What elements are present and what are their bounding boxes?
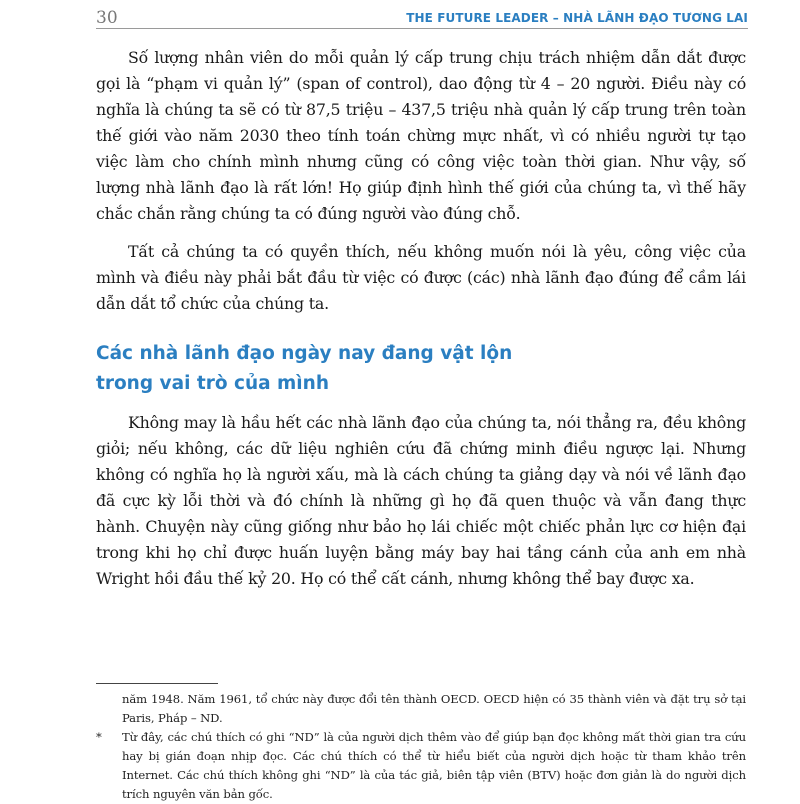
footnote-text: Từ đây, các chú thích có ghi “ND” là của người dịch thêm vào để giúp bạn đọc không mất thời gian tra cứu hay bị gián đoạn nhịp đọc. Các chú thích có thể từ hiểu biết của người dịch hoặc từ tham khảo trên Internet. Các chú thích không ghi “ND” là của tác giả, biên tập viên (BTV) hoặc đơn giản là do người dịch trích nguyên văn bản gốc. [122,730,746,801]
footnote-marker: * [96,730,102,744]
section-heading: Các nhà lãnh đạo ngày nay đang vật lộn trong vai trò của mình [96,343,513,394]
footnote-text: năm 1948. Năm 1961, tổ chức này được đổi tên thành OECD. OECD hiện có 35 thành viên và đặt trụ sở tại Paris, Pháp – ND. [122,692,746,725]
page-number: 30 [96,8,118,28]
body-paragraph: Tất cả chúng ta có quyền thích, nếu không muốn nói là yêu, công việc của mình và điều này phải bắt đầu từ việc có được (các) nhà lãnh đạo đúng để cầm lái dẫn dắt tổ chức của chúng ta. [96,242,746,313]
page-header [96,6,748,29]
footnote-continued [96,690,746,728]
running-head: THE FUTURE LEADER – NHÀ LÃNH ĐẠO TƯƠNG LAI [406,11,748,25]
footnote-divider [96,683,218,684]
body-paragraph: Không may là hầu hết các nhà lãnh đạo của chúng ta, nói thẳng ra, đều không giỏi; nếu không, các dữ liệu nghiên cứu đã chứng minh điều ngược lại. Nhưng không có nghĩa họ là người xấu, mà là cách chúng ta giảng dạy và nói về lãnh đạo đã cực kỳ lỗi thời và đó chính là những gì họ đã quen thuộc và vẫn đang thực hành. Chuyện này cũng giống như bảo họ lái chiếc một chiếc phản lực cơ hiện đại trong khi họ chỉ được huấn luyện bằng máy bay hai tầng cánh của anh em nhà Wright hồi đầu thế kỷ 20. Họ có thể cất cánh, nhưng không thể bay được xa. [96,413,746,588]
footnote-star [96,728,746,804]
footnotes [96,690,746,804]
page-body [96,45,746,592]
body-paragraph: Số lượng nhân viên do mỗi quản lý cấp trung chịu trách nhiệm dẫn dắt được gọi là “phạm vi quản lý” (span of control), dao động từ 4 – 20 người. Điều này có nghĩa là chúng ta sẽ có từ 87,5 triệu – 437,5 triệu nhà quản lý cấp trung trên toàn thế giới vào năm 2030 theo tính toán chừng mực nhất, vì có nhiều người tự tạo việc làm cho chính mình nhưng cũng có công việc toàn thời gian. Như vậy, số lượng nhà lãnh đạo là rất lớn! Họ giúp định hình thế giới của chúng ta, vì thế hãy chắc chắn rằng chúng ta có đúng người vào đúng chỗ. [96,48,746,223]
